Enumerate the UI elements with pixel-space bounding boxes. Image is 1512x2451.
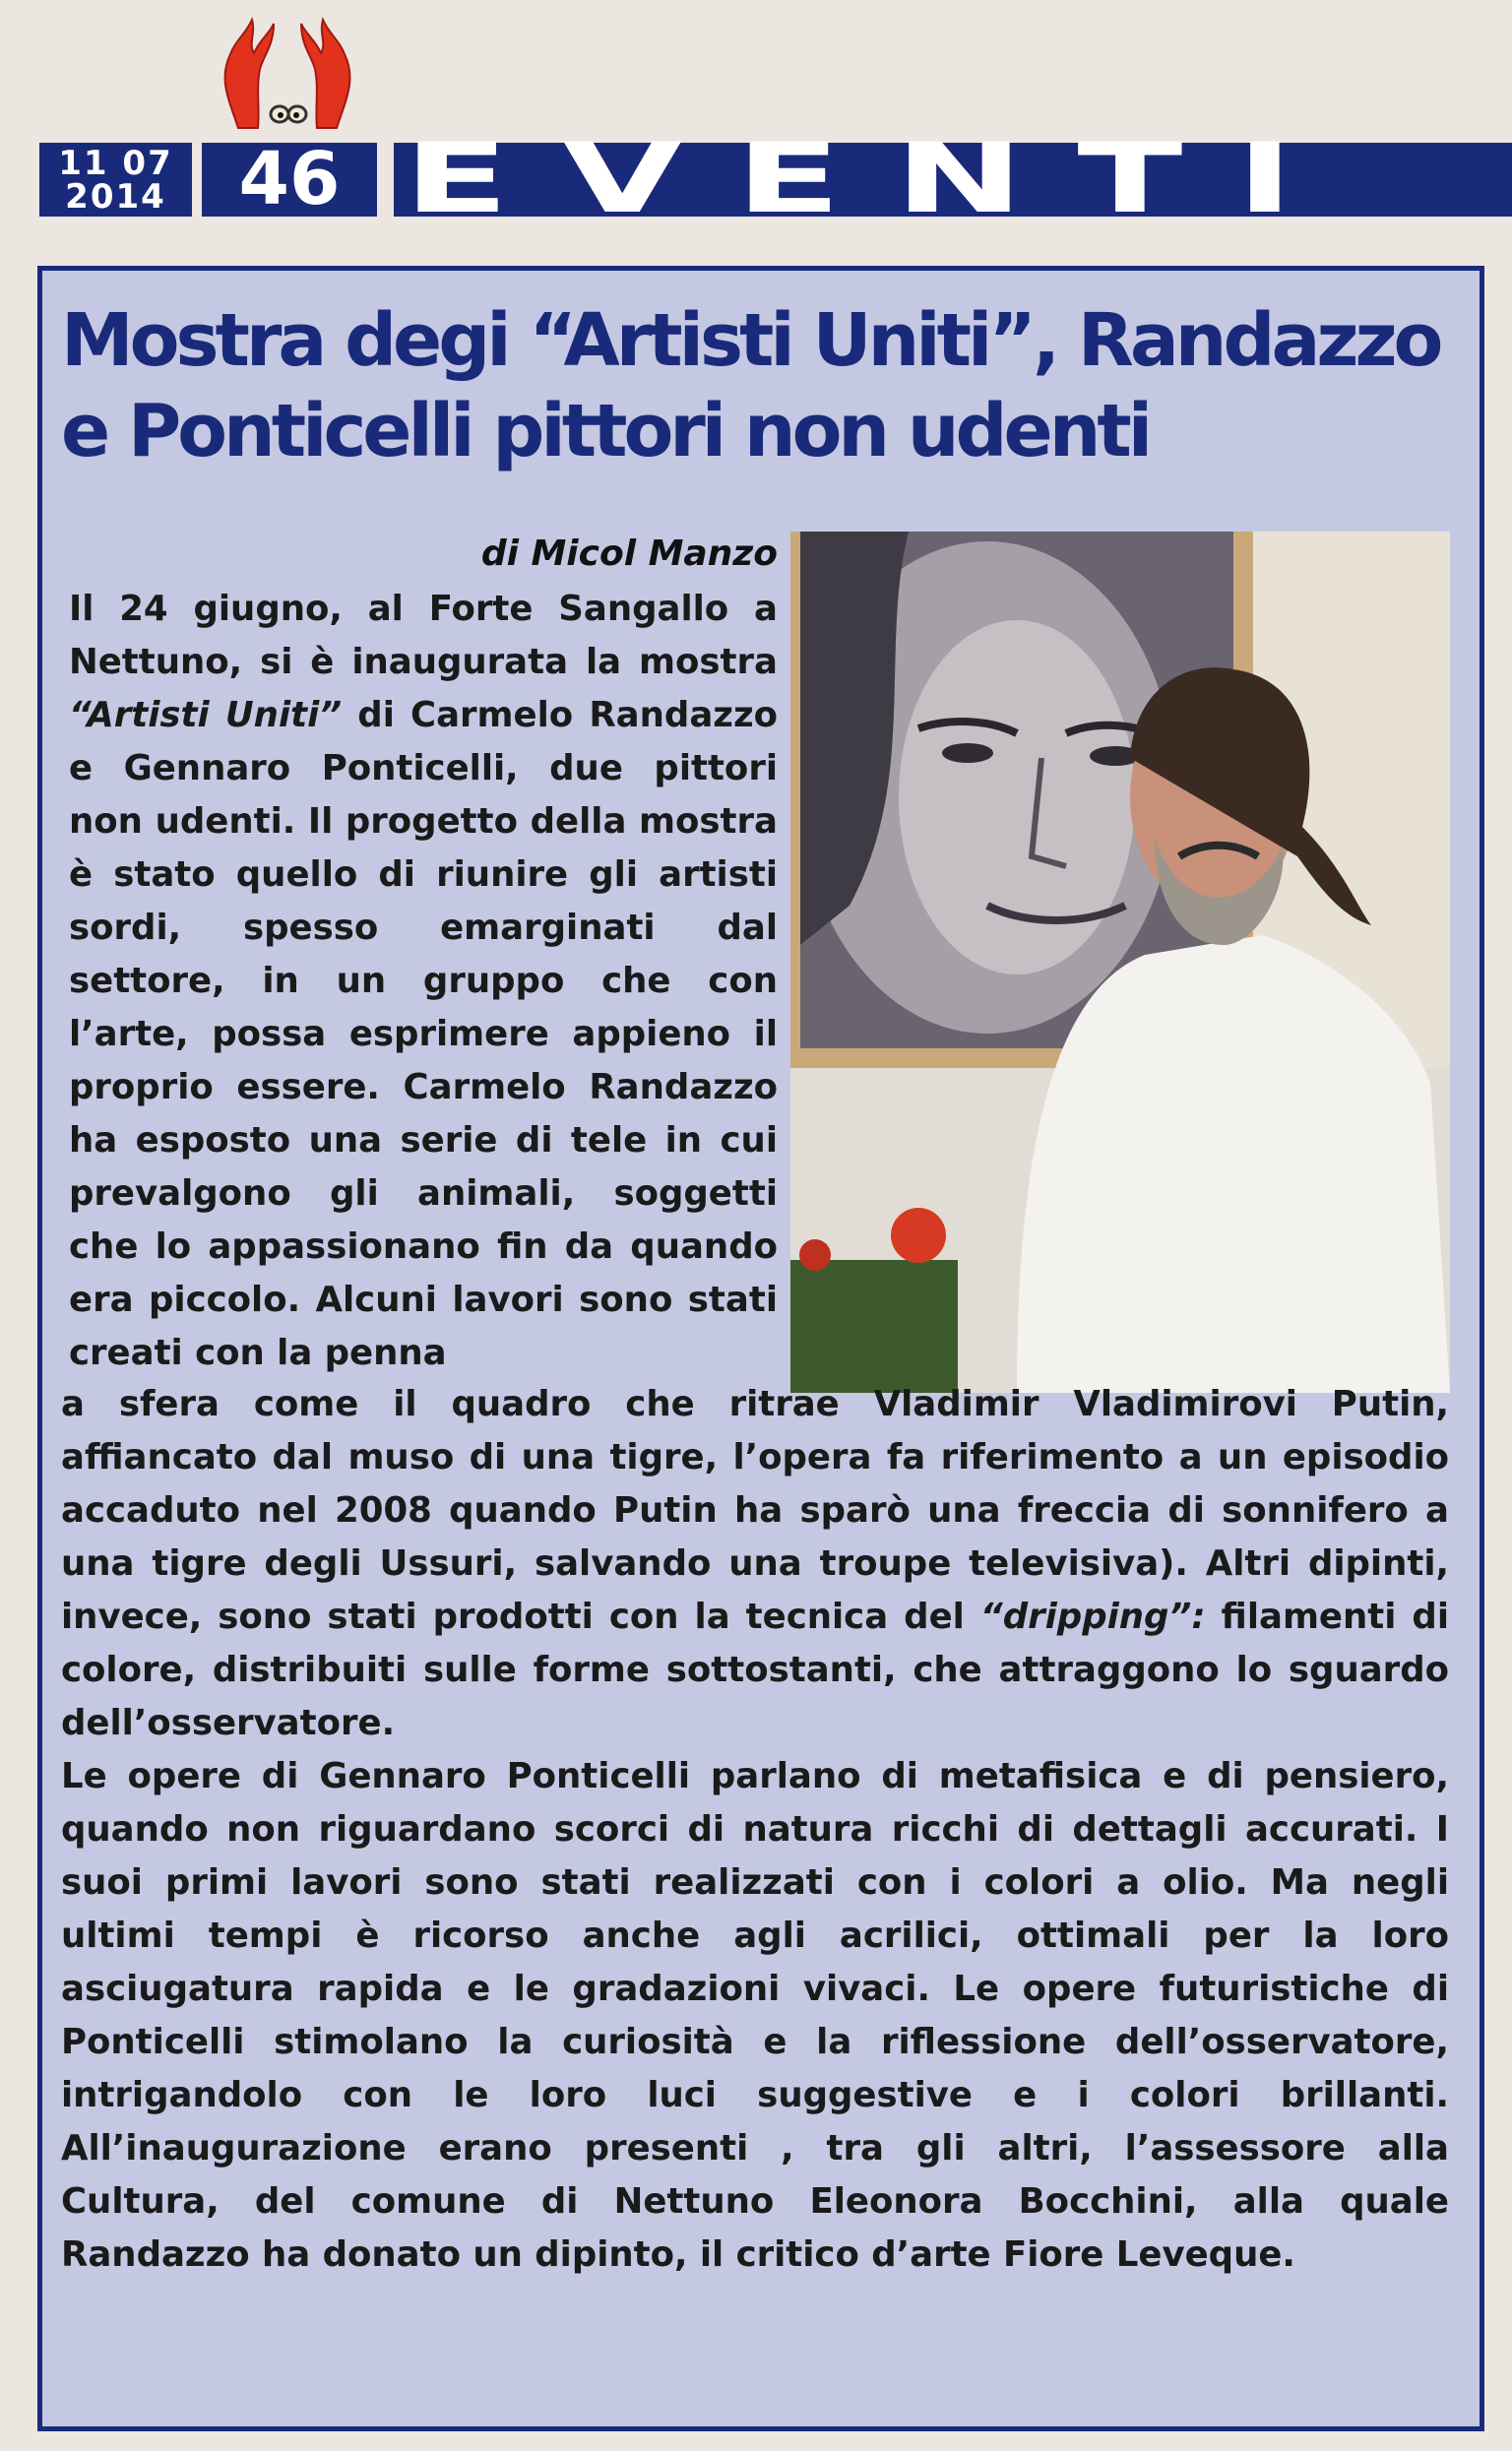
body-text-3: a sfera come il quadro che ritrae Vladimir Vladimirovi Putin, affiancato dal muso di una tigre, l’opera fa riferimento a un episodio accaduto nel 2008 quando Putin ha sparò una freccia di sonnifero a una tigre degli Ussuri, salvando una troupe televisiva). Altri dipinti, invece, sono stati prodotti con la tecnica del xyxy=(61,1384,1449,1637)
body-text-1: Il 24 giugno, al Forte Sangallo a Nettuno, si è inaugurata la mostra xyxy=(69,589,778,682)
body-text-5: Le opere di Gennaro Ponticelli parlano di metafisica e di pensiero, quando non riguardano scorci di natura ricchi di dettagli accurati. I suoi primi lavori sono stati realizzati con i colori a olio. Ma negli ultimi tempi è ricorso anche agli acrilici, ottimali per la loro asciugatura rapida e le gradazioni vivaci. Le opere futuristiche di Ponticelli stimolano la curiosità e la riflessione dell’osservatore, intrigandolo con le loro luci suggestive e i colori brillanti. All’inaugurazione erano presenti , tra gli altri, l’assessore alla Cultura, del comune di Nettuno Eleonora Bocchini, alla quale Randazzo ha donato un dipinto, il critico d’arte Fiore Leveque. xyxy=(61,1756,1449,2275)
exhibition-title: “Artisti Uniti” xyxy=(69,695,343,735)
technique-term: “dripping”: xyxy=(979,1597,1206,1637)
body-text-4: filamenti di colore, distribuiti sulle forme sottostanti, che attraggono lo sguardo dell’osservatore. xyxy=(61,1597,1449,1743)
body-text-2: di Carmelo Randazzo e Gennaro Ponticelli, due pittori non udenti. Il progetto della mostra è stato quello di riunire gli artisti sordi, spesso emarginati dal settore, in un gruppo che con l’arte, possa esprimere appieno il proprio essere. Carmelo Randazzo ha esposto una serie di tele in cui prevalgono gli animali, soggetti che lo appassionano fin da quando era piccolo. Alcuni lavori sono stati creati con la penna xyxy=(69,695,778,1373)
lobster-logo-icon xyxy=(209,10,366,138)
issue-date xyxy=(39,143,192,217)
headline-line-2: e Ponticelli pittori non udenti xyxy=(61,389,1150,473)
article-headline xyxy=(61,295,1459,476)
issue-date-year: 2014 xyxy=(65,177,166,217)
article-photo xyxy=(790,532,1450,1393)
article-body-column xyxy=(69,583,778,1380)
issue-date-day-month: 11 07 xyxy=(58,144,173,183)
section-title: EVENTI xyxy=(404,123,1348,235)
article-byline: di Micol Manzo xyxy=(480,534,778,574)
article-body-full xyxy=(61,1378,1449,2282)
page-number: 46 xyxy=(202,143,377,217)
headline-line-1: Mostra degi “Artisti Uniti”, Randazzo xyxy=(61,298,1440,383)
